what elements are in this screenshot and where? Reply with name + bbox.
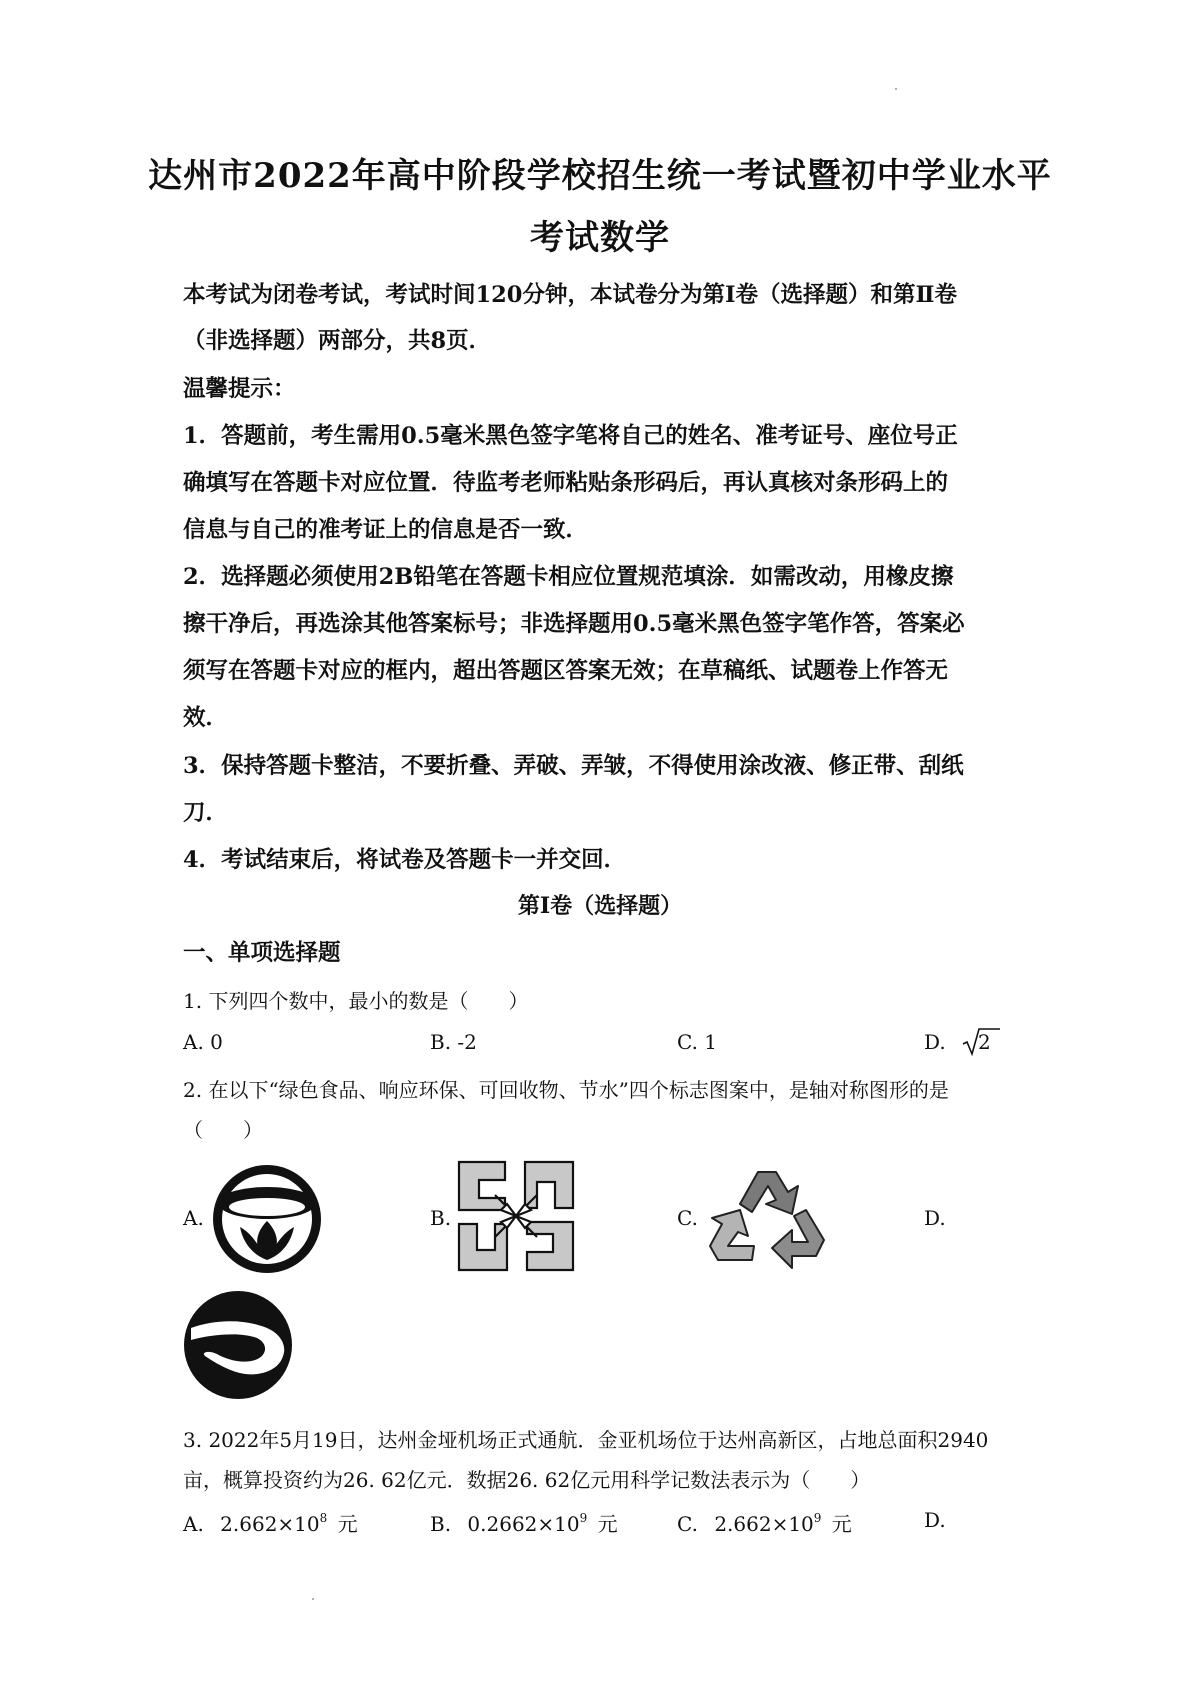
q1-option-c: C. 1 <box>677 1030 718 1054</box>
green-food-logo-icon <box>207 1163 327 1275</box>
q2-option-c: C. <box>677 1206 698 1230</box>
section-title: 第Ⅰ卷（选择题） <box>517 893 683 919</box>
q3-option-a-label: A. <box>183 1512 204 1536</box>
environmental-protection-logo-icon <box>455 1158 577 1274</box>
q1-option-b: B. -2 <box>430 1030 477 1054</box>
q3-stem-line2: 亩，概算投资约为26. 62亿元．数据26. 62亿元用科学记数法表示为（ ） <box>183 1468 871 1492</box>
tip3-line2: 刀． <box>183 800 229 826</box>
part-heading: 一、单项选择题 <box>183 940 341 966</box>
radical-sign-icon <box>962 1026 1002 1058</box>
intro-line1: 本考试为闭卷考试，考试时间120分钟，本试卷分为第Ⅰ卷（选择题）和第Ⅱ卷 <box>183 282 957 308</box>
q3-option-b-exponent: 9 <box>579 1511 588 1525</box>
speck <box>895 88 897 90</box>
tip1-line2: 确填写在答题卡对应位置．待监考老师粘贴条形码后，再认真核对条形码上的 <box>183 470 949 496</box>
water-saving-logo-icon <box>183 1290 293 1400</box>
q3-option-d: D. <box>924 1508 946 1532</box>
q3-option-c-base: 2.662×10 <box>714 1512 814 1536</box>
q1-option-a: A. 0 <box>183 1030 223 1054</box>
q3-stem-line1: 3. 2022年5月19日，达州金垭机场正式通航．金亚机场位于达州高新区，占地总面积2940 <box>183 1428 989 1452</box>
q2-stem-line1: 2. 在以下“绿色食品、响应环保、可回收物、节水”四个标志图案中，是轴对称图形的是 <box>183 1078 949 1102</box>
q1-stem: 1. 下列四个数中，最小的数是（ ） <box>183 989 529 1013</box>
q3-option-c-unit: 元 <box>831 1512 852 1536</box>
q3-option-b-unit: 元 <box>597 1512 618 1536</box>
q3-option-b-base: 0.2662×10 <box>467 1512 580 1536</box>
q1-sqrt <box>962 1030 991 1054</box>
intro-line2: （非选择题）两部分，共8页． <box>183 328 492 354</box>
q2-stem-line2: （ ） <box>183 1118 263 1142</box>
q3-option-a-base: 2.662×10 <box>220 1512 320 1536</box>
recycling-logo-icon <box>706 1160 828 1270</box>
tip2-line2: 擦干净后，再选涂其他答案标号；非选择题用0.5毫米黑色签字笔作答，答案必 <box>183 611 965 637</box>
speck <box>312 1598 314 1600</box>
q3-option-b-label: B. <box>430 1512 452 1536</box>
tip4-line1: 4．考试结束后，将试卷及答题卡一并交回． <box>183 847 627 873</box>
q2-option-d: D. <box>924 1206 946 1230</box>
q1-option-d-label: D. <box>924 1030 946 1054</box>
tip3-line1: 3．保持答题卡整洁，不要折叠、弄破、弄皱，不得使用涂改液、修正带、刮纸 <box>183 753 964 779</box>
tips-heading: 温馨提示： <box>183 376 296 402</box>
q1-option-d <box>924 1030 991 1054</box>
tip1-line1: 1．答题前，考生需用0.5毫米黑色签字笔将自己的姓名、准考证号、座位号正 <box>183 423 958 449</box>
exam-title-line2: 考试数学 <box>530 218 670 258</box>
q3-option-a-exponent: 8 <box>319 1511 328 1525</box>
q3-option-a-unit: 元 <box>337 1512 358 1536</box>
q3-option-c-exponent: 9 <box>813 1511 822 1525</box>
q2-option-b: B. <box>430 1206 452 1230</box>
q1-sqrt-radicand: 2 <box>978 1030 991 1054</box>
tip2-line4: 效． <box>183 705 229 731</box>
q3-option-c <box>677 1508 852 1537</box>
exam-title-line1: 达州市2022年高中阶段学校招生统一考试暨初中学业水平 <box>148 156 1052 196</box>
tip2-line1: 2．选择题必须使用2B铅笔在答题卡相应位置规范填涂．如需改动，用橡皮擦 <box>183 564 954 590</box>
q3-option-c-label: C. <box>677 1512 698 1536</box>
q2-option-a: A. <box>183 1206 204 1230</box>
q3-option-a <box>183 1508 358 1537</box>
tip2-line3: 须写在答题卡对应的框内，超出答题区答案无效；在草稿纸、试题卷上作答无 <box>183 658 949 684</box>
q3-option-b <box>430 1508 618 1537</box>
tip1-line3: 信息与自己的准考证上的信息是否一致． <box>183 517 589 543</box>
